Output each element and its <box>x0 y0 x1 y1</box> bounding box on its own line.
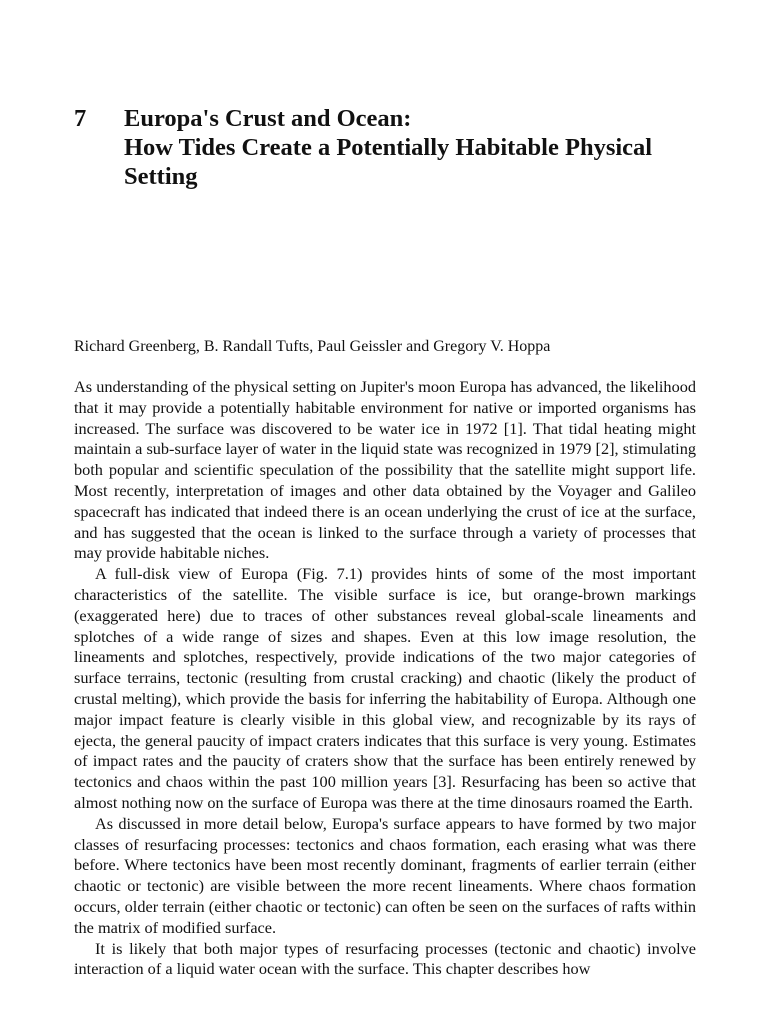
body-text <box>74 377 696 980</box>
chapter-header <box>74 104 714 191</box>
paragraph: A full-disk view of Europa (Fig. 7.1) provides hints of some of the most important characteristics of the satellite. The visible surface is ice, but orange-brown markings (exaggerated here) due to traces of other substances reveal global-scale lineaments and splotches of a wide range of sizes and shapes. Even at this low image resolution, the lineaments and splotches, respectively, provide indications of the two major categories of surface terrains, tectonic (resulting from crustal cracking) and chaotic (likely the product of crustal melting), which provide the basis for inferring the habitability of Europa. Although one major impact feature is clearly visible in this global view, and recognizable by its rays of ejecta, the general paucity of impact craters indicates that this surface is very young. Estimates of impact rates and the paucity of craters show that the surface has been entirely renewed by tectonics and chaos within the past 100 million years [3]. Resurfacing has been so active that almost nothing now on the surface of Europa was there at the time dinosaurs roamed the Earth. <box>74 564 696 812</box>
paragraph: As understanding of the physical setting on Jupiter's moon Europa has advanced, the likelihood that it may provide a potentially habitable environment for native or imported organisms has increased. The surface was discovered to be water ice in 1972 [1]. That tidal heating might maintain a sub-surface layer of water in the liquid state was recognized in 1979 [2], stimulating both popular and scientific speculation of the possibility that the satellite might support life. Most recently, interpretation of images and other data obtained by the Voyager and Galileo spacecraft has indicated that indeed there is an ocean underlying the crust of ice at the surface, and has suggested that the ocean is linked to the surface through a variety of processes that may provide habitable niches. <box>74 377 696 563</box>
chapter-title <box>124 104 714 191</box>
chapter-title-line: Setting <box>124 163 198 190</box>
author-list: Richard Greenberg, B. Randall Tufts, Paul Geissler and Gregory V. Hoppa <box>74 338 551 355</box>
paragraph: It is likely that both major types of resurfacing processes (tectonic and chaotic) involve interaction of a liquid water ocean with the surface. This chapter describes how <box>74 938 696 979</box>
chapter-number: 7 <box>74 105 87 132</box>
paragraph: As discussed in more detail below, Europa's surface appears to have formed by two major classes of resurfacing processes: tectonics and chaos formation, each erasing what was there before. Where tectonics have been most recently dominant, fragments of earlier terrain (either chaotic or tectonic) are visible between the more recent lineaments. Where chaos formation occurs, older terrain (either chaotic or tectonic) can often be seen on the surfaces of rafts within the matrix of modified surface. <box>74 813 696 937</box>
chapter-title-line: Europa's Crust and Ocean: <box>124 105 412 132</box>
chapter-title-line: How Tides Create a Potentially Habitable Physical <box>124 134 653 161</box>
